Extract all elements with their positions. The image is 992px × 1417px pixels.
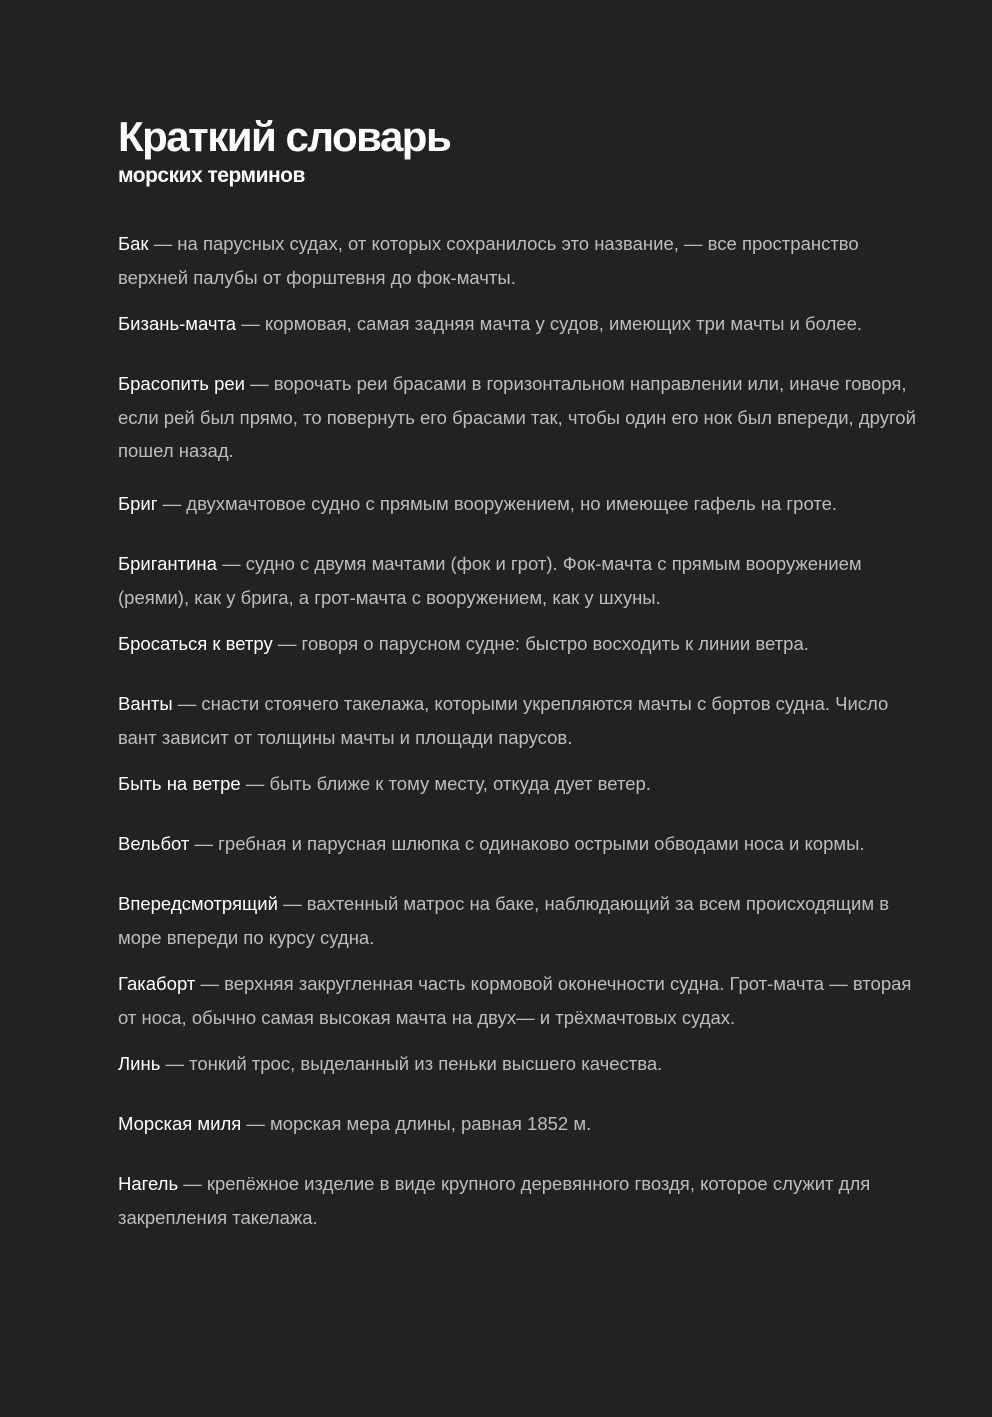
entry-definition: — тонкий трос, выделанный из пеньки высшего качества. — [160, 1053, 663, 1074]
entry-term: Бросаться к ветру — [118, 633, 273, 654]
entry-term: Бригантина — [118, 553, 217, 574]
glossary-entry — [118, 547, 930, 614]
entry-definition: — гребная и парусная шлюпка с одинаково острыми обводами носа и кормы. — [189, 833, 865, 854]
glossary-entry — [118, 1167, 930, 1234]
entry-term: Бизань-мачта — [118, 313, 237, 334]
entry-definition: — на парусных судах, от которых сохранилось это название, — все пространство верхней палубы от форштевня до фок-мачты. — [118, 233, 859, 288]
entry-definition: — вахтенный матрос на баке, наблюдающий за всем происходящим в море впереди по курсу судна. — [118, 893, 890, 948]
entry-definition: — кормовая, самая задняя мачта у судов, имеющих три мачты и более. — [236, 313, 863, 334]
entry-definition: — верхняя закругленная часть кормовой оконечности судна. Грот-мачта — вторая от носа, обычно самая высокая мачта на двух— и трёхмачтовых судах. — [118, 973, 912, 1028]
entry-term: Быть на ветре — [118, 773, 241, 794]
entry-definition: — ворочать реи брасами в горизонтальном направлении или, иначе говоря, если рей был прямо, то повернуть его брасами так, чтобы один его нок был впереди, другой пошел назад. — [118, 373, 916, 461]
entry-term: Линь — [118, 1053, 161, 1074]
glossary-entry — [118, 887, 930, 954]
entry-term: Брасопить реи — [118, 373, 245, 394]
entry-definition: — судно с двумя мачтами (фок и грот). Фок-мачта с прямым вооружением (реями), как у брига, а грот-мачта с вооружением, как у шхуны. — [118, 553, 862, 608]
entry-term: Морская миля — [118, 1113, 242, 1134]
glossary-entry — [118, 487, 930, 521]
glossary-entry — [118, 367, 930, 468]
entry-term: Вельбот — [118, 833, 190, 854]
entry-term: Бак — [118, 233, 149, 254]
glossary-entry — [118, 967, 930, 1034]
entry-term: Бриг — [118, 493, 158, 514]
glossary-entry — [118, 307, 930, 341]
page-subtitle: морских терминов — [118, 164, 305, 187]
glossary-entry — [118, 1107, 930, 1141]
entry-definition: — двухмачтовое судно с прямым вооружением, но имеющее гафель на гроте. — [157, 493, 838, 514]
glossary-entry — [118, 767, 930, 801]
entry-definition: — быть ближе к тому месту, откуда дует ветер. — [240, 773, 651, 794]
entry-definition: — морская мера длины, равная 1852 м. — [241, 1113, 592, 1134]
glossary-entry — [118, 227, 930, 294]
entry-term: Гакаборт — [118, 973, 196, 994]
entry-definition: — снасти стоячего такелажа, которыми укрепляются мачты с бортов судна. Число вант зависит от толщины мачты и площади парусов. — [118, 693, 889, 748]
glossary-entry — [118, 627, 930, 661]
entry-term: Нагель — [118, 1173, 179, 1194]
entry-term: Ванты — [118, 693, 173, 714]
page-title: Краткий словарь — [118, 113, 451, 160]
glossary-entry — [118, 827, 930, 861]
entry-definition: — крепёжное изделие в виде крупного деревянного гвоздя, которое служит для закрепления такелажа. — [118, 1173, 871, 1228]
glossary-entry — [118, 687, 930, 754]
entry-definition: — говоря о парусном судне: быстро восходить к линии ветра. — [272, 633, 809, 654]
entry-term: Впередсмотрящий — [118, 893, 278, 914]
glossary-entry — [118, 1047, 930, 1081]
